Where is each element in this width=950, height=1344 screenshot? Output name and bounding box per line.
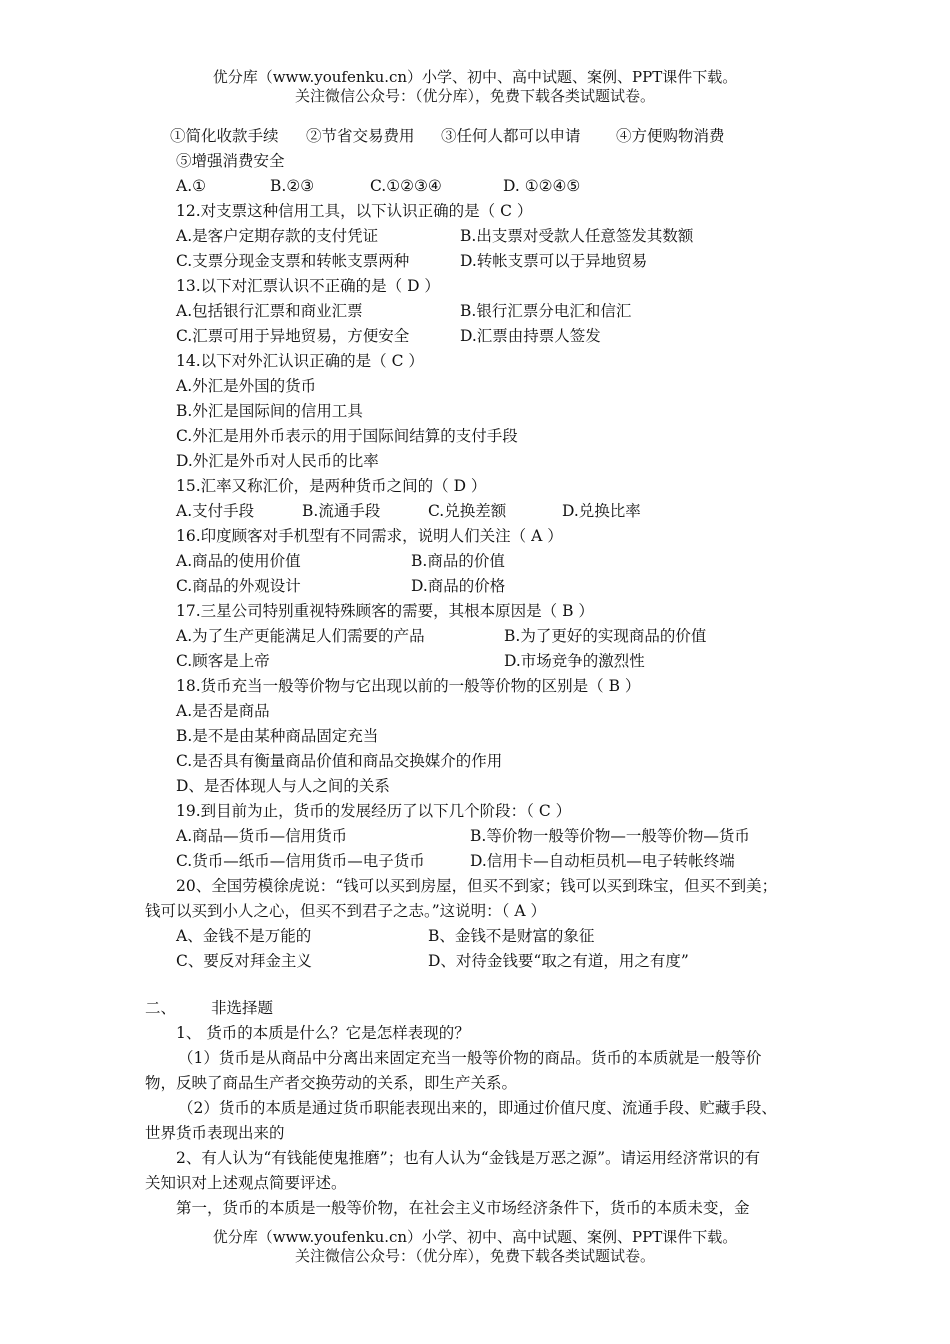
q15-option-b: B.流通手段: [302, 502, 381, 520]
q19-stem: 19.到目前为止，货币的发展经历了以下几个阶段：（ C ）: [176, 802, 572, 820]
q12-stem: 12.对支票这种信用工具，以下认识正确的是（ C ）: [176, 202, 533, 220]
footer-line-2: 关注微信公众号：（优分库），免费下载各类试题试卷。: [294, 1247, 655, 1265]
q16-option-b: B.商品的价值: [411, 552, 505, 570]
q20-option-d: D、对待金钱要“取之有道，用之有度”: [428, 952, 689, 970]
nq1-paragraph-1-line-1: （1）货币是从商品中分离出来固定充当一般等价物的商品。货币的本质就是一般等价: [178, 1049, 762, 1067]
q17-option-b: B.为了更好的实现商品的价值: [504, 627, 707, 645]
q14-option-c: C.外汇是用外币表示的用于国际间结算的支付手段: [176, 427, 518, 445]
q20-stem-line-1: 20、全国劳模徐虎说：“钱可以买到房屋，但买不到家；钱可以买到珠宝，但买不到美；: [176, 877, 778, 895]
q15-option-d: D.兑换比率: [562, 502, 641, 520]
q11-item-5: ⑤增强消费安全: [176, 152, 285, 170]
nq2-stem-line-2: 关知识对上述观点简要评述。: [145, 1174, 347, 1192]
nq1-paragraph-2-line-1: （2）货币的本质是通过货币职能表现出来的，即通过价值尺度、流通手段、贮藏手段、: [178, 1099, 777, 1117]
q13-option-a: A.包括银行汇票和商业汇票: [176, 302, 363, 320]
q11-item-2: ②节省交易费用: [306, 127, 415, 145]
nq1-stem: 1、 货币的本质是什么？它是怎样表现的？: [176, 1024, 470, 1042]
q11-item-4: ④方便购物消费: [616, 127, 725, 145]
q13-stem: 13.以下对汇票认识不正确的是（ D ）: [176, 277, 440, 295]
q18-option-d: D、是否体现人与人之间的关系: [176, 777, 390, 795]
section-number: 二、: [145, 999, 177, 1017]
q19-option-b: B.等价物一般等价物—一般等价物—货币: [470, 827, 750, 845]
q18-stem: 18.货币充当一般等价物与它出现以前的一般等价物的区别是（ B ）: [176, 677, 641, 695]
footer-line-1: 优分库（www.youfenku.cn）小学、初中、高中试题、案例、PPT课件下载。: [212, 1228, 738, 1246]
q11-item-3: ③任何人都可以申请: [441, 127, 581, 145]
q15-option-a: A.支付手段: [176, 502, 255, 520]
q13-option-c: C.汇票可用于异地贸易，方便安全: [176, 327, 410, 345]
q12-option-a: A.是客户定期存款的支付凭证: [176, 227, 379, 245]
q18-option-b: B.是不是由某种商品固定充当: [176, 727, 379, 745]
q11-option-d: D. ①②④⑤: [503, 177, 581, 195]
header-line-2: 关注微信公众号：（优分库），免费下载各类试题试卷。: [294, 87, 655, 105]
q19-option-d: D.信用卡—自动柜员机—电子转帐终端: [470, 852, 735, 870]
q14-stem: 14.以下对外汇认识正确的是（ C ）: [176, 352, 424, 370]
nq1-paragraph-1-line-2: 物，反映了商品生产者交换劳动的关系，即生产关系。: [145, 1074, 518, 1092]
q15-option-c: C.兑换差额: [428, 502, 507, 520]
q20-option-b: B、金钱不是财富的象征: [428, 927, 595, 945]
q16-stem: 16.印度顾客对手机型有不同需求，说明人们关注（ A ）: [176, 527, 563, 545]
q17-option-a: A.为了生产更能满足人们需要的产品: [176, 627, 425, 645]
q14-option-b: B.外汇是国际间的信用工具: [176, 402, 363, 420]
q17-option-c: C.顾客是上帝: [176, 652, 270, 670]
q11-option-a: A.①: [176, 177, 207, 195]
q16-option-a: A.商品的使用价值: [176, 552, 301, 570]
q12-option-b: B.出支票对受款人任意签发其数额: [460, 227, 694, 245]
q19-option-a: A.商品—货币—信用货币: [176, 827, 348, 845]
q13-option-d: D.汇票由持票人签发: [460, 327, 601, 345]
q11-option-b: B.②③: [270, 177, 315, 195]
q18-option-c: C.是否具有衡量商品价值和商品交换媒介的作用: [176, 752, 503, 770]
nq1-paragraph-2-line-2: 世界货币表现出来的: [145, 1124, 285, 1142]
q15-stem: 15.汇率又称汇价，是两种货币之间的（ D ）: [176, 477, 487, 495]
q11-option-c: C.①②③④: [370, 177, 442, 195]
q14-option-d: D.外汇是外币对人民币的比率: [176, 452, 379, 470]
q14-option-a: A.外汇是外国的货币: [176, 377, 317, 395]
q12-option-c: C.支票分现金支票和转帐支票两种: [176, 252, 410, 270]
q17-stem: 17.三星公司特别重视特殊顾客的需要，其根本原因是（ B ）: [176, 602, 594, 620]
page-footer: [0, 1228, 950, 1266]
q19-option-c: C.货币—纸币—信用货币—电子货币: [176, 852, 425, 870]
page-header: [0, 68, 950, 106]
q16-option-d: D.商品的价格: [411, 577, 506, 595]
q11-item-1: ①简化收款手续: [170, 127, 279, 145]
q13-option-b: B.银行汇票分电汇和信汇: [460, 302, 632, 320]
q20-stem-line-2: 钱可以买到小人之心，但买不到君子之志。”这说明：（ A ）: [145, 902, 546, 920]
q20-option-a: A、金钱不是万能的: [176, 927, 312, 945]
q16-option-c: C.商品的外观设计: [176, 577, 301, 595]
q12-option-d: D.转帐支票可以于异地贸易: [460, 252, 648, 270]
nq2-paragraph-1: 第一，货币的本质是一般等价物，在社会主义市场经济条件下，货币的本质未变，金: [176, 1199, 750, 1217]
q20-option-c: C、要反对拜金主义: [176, 952, 312, 970]
q17-option-d: D.市场竞争的激烈性: [504, 652, 645, 670]
nq2-stem-line-1: 2、有人认为“有钱能使鬼推磨”；也有人认为“金钱是万恶之源”。请运用经济常识的有: [176, 1149, 761, 1167]
header-line-1: 优分库（www.youfenku.cn）小学、初中、高中试题、案例、PPT课件下载。: [212, 68, 738, 86]
q18-option-a: A.是否是商品: [176, 702, 270, 720]
section-title: 非选择题: [211, 999, 274, 1017]
